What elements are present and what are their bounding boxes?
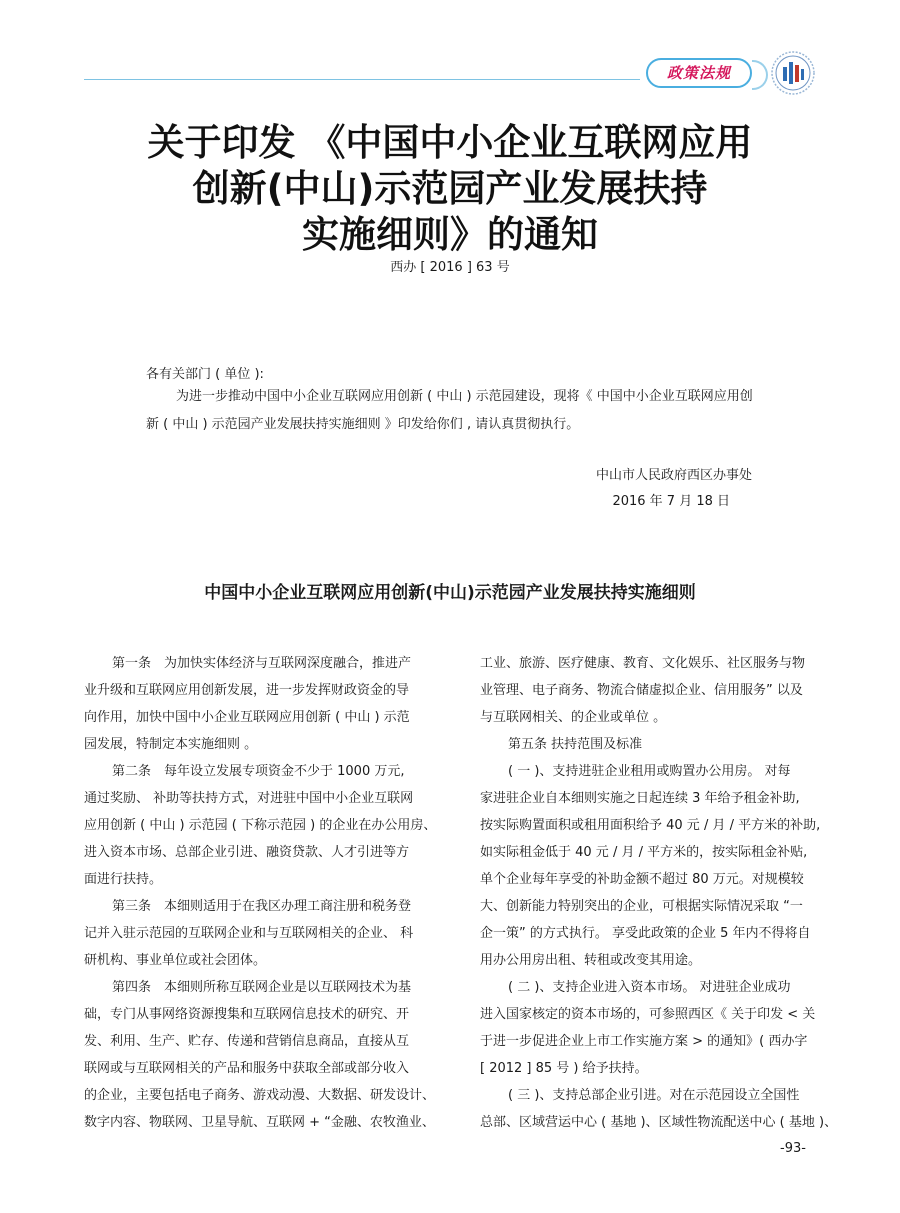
body-line: 工业、旅游、医疗健康、教育、文化娱乐、社区服务与物: [480, 656, 806, 671]
body-line: 园发展，特制定本实施细则 。: [84, 737, 258, 752]
body-line: 家进驻企业自本细则实施之日起连续 3 年给予租金补助,: [480, 791, 800, 806]
body-line: ( 三 )、支持总部企业引进。对在示范园设立全国性: [508, 1088, 800, 1103]
notice-body-line-2: 新 ( 中山 ) 示范园产业发展扶持实施细则 》印发给你们 , 请认真贯彻执行。: [146, 417, 580, 432]
notice-title: [100, 120, 800, 258]
body-line: 应用创新 ( 中山 ) 示范园 ( 下称示范园 ) 的企业在办公用房、: [84, 818, 437, 833]
document-number: 西办 [ 2016 ] 63 号: [390, 260, 510, 275]
section-tag: 政策法规: [646, 58, 752, 88]
body-line: 面进行扶持。: [84, 872, 163, 887]
body-line: 第一条 为加快实体经济与互联网深度融合，推进产: [112, 656, 412, 671]
body-line: 通过奖励、 补助等扶持方式，对进驻中国中小企业互联网: [84, 791, 414, 806]
header-rule: [84, 79, 640, 80]
issuing-office: 中山市人民政府西区办事处: [595, 468, 752, 483]
rules-title: 中国中小企业互联网应用创新(中山)示范园产业发展扶持实施细则: [204, 583, 696, 603]
body-line: 如实际租金低于 40 元 / 月 / 平方米的，按实际租金补贴,: [480, 845, 808, 860]
title-line-3: 实施细则》的通知: [302, 213, 598, 256]
body-line: 企一策” 的方式执行。 享受此政策的企业 5 年内不得将自: [480, 926, 811, 941]
body-line: 研机构、事业单位或社会团体。: [84, 953, 267, 968]
body-line: 向作用，加快中国中小企业互联网应用创新 ( 中山 ) 示范: [84, 710, 410, 725]
emblem-logo-icon: [770, 50, 816, 96]
body-line: 础，专门从事网络资源搜集和互联网信息技术的研究、开: [84, 1007, 410, 1022]
body-line: 第五条 扶持范围及标准: [508, 737, 643, 752]
body-line: 业升级和互联网应用创新发展，进一步发挥财政资金的导: [84, 683, 410, 698]
body-line: 第二条 每年设立发展专项资金不少于 1000 万元,: [112, 764, 405, 779]
right-column: [480, 650, 838, 1136]
body-line: 第三条 本细则适用于在我区办理工商注册和税务登: [112, 899, 412, 914]
body-line: 单个企业每年享受的补助金额不超过 80 万元。对规模较: [480, 872, 804, 887]
left-column: [84, 650, 437, 1136]
issue-date: 2016 年 7 月 18 日: [612, 494, 730, 509]
body-line: 进入资本市场、总部企业引进、融资贷款、人才引进等方: [84, 845, 410, 860]
body-line: ( 二 )、支持企业进入资本市场。 对进驻企业成功: [508, 980, 791, 995]
notice-body-line-1: 为进一步推动中国中小企业互联网应用创新 ( 中山 ) 示范园建设，现将《 中国中小企业互联网应用创: [176, 389, 753, 404]
notice-body: [146, 383, 766, 439]
page-number: -93-: [780, 1141, 806, 1156]
body-line: 联网或与互联网相关的产品和服务中获取全部或部分收入: [84, 1061, 410, 1076]
body-line: 于进一步促进企业上市工作实施方案 > 的通知》( 西办字: [480, 1034, 808, 1049]
body-line: 记并入驻示范园的互联网企业和与互联网相关的企业、 科: [84, 926, 414, 941]
body-line: 按实际购置面积或租用面积给予 40 元 / 月 / 平方米的补助,: [480, 818, 821, 833]
body-line: 发、利用、生产、贮存、传递和营销信息商品，直接从互: [84, 1034, 410, 1049]
body-line: 大、创新能力特别突出的企业，可根据实际情况采取 “一: [480, 899, 803, 914]
body-line: 的企业，主要包括电子商务、游戏动漫、大数据、研发设计、: [84, 1088, 436, 1103]
body-line: 数字内容、物联网、卫星导航、互联网 + “金融、农牧渔业、: [84, 1115, 435, 1130]
body-line: ( 一 )、支持进驻企业租用或购置办公用房。 对每: [508, 764, 791, 779]
title-line-2: 创新(中山)示范园产业发展扶持: [192, 167, 708, 210]
body-line: [ 2012 ] 85 号 ) 给予扶持。: [480, 1061, 648, 1076]
body-line: 用办公用房出租、转租或改变其用途。: [480, 953, 702, 968]
salutation: 各有关部门 ( 单位 ):: [146, 367, 264, 382]
body-line: 第四条 本细则所称互联网企业是以互联网技术为基: [112, 980, 412, 995]
section-tag-ornament: [752, 60, 768, 90]
body-line: 业管理、电子商务、物流合储虚拟企业、信用服务” 以及: [480, 683, 803, 698]
title-line-1: 关于印发 《中国中小企业互联网应用: [147, 121, 753, 164]
body-line: 进入国家核定的资本市场的，可参照西区《 关于印发 < 关: [480, 1007, 816, 1022]
body-line: 总部、区域营运中心 ( 基地 )、区域性物流配送中心 ( 基地 )、: [480, 1115, 838, 1130]
body-line: 与互联网相关、的企业或单位 。: [480, 710, 667, 725]
